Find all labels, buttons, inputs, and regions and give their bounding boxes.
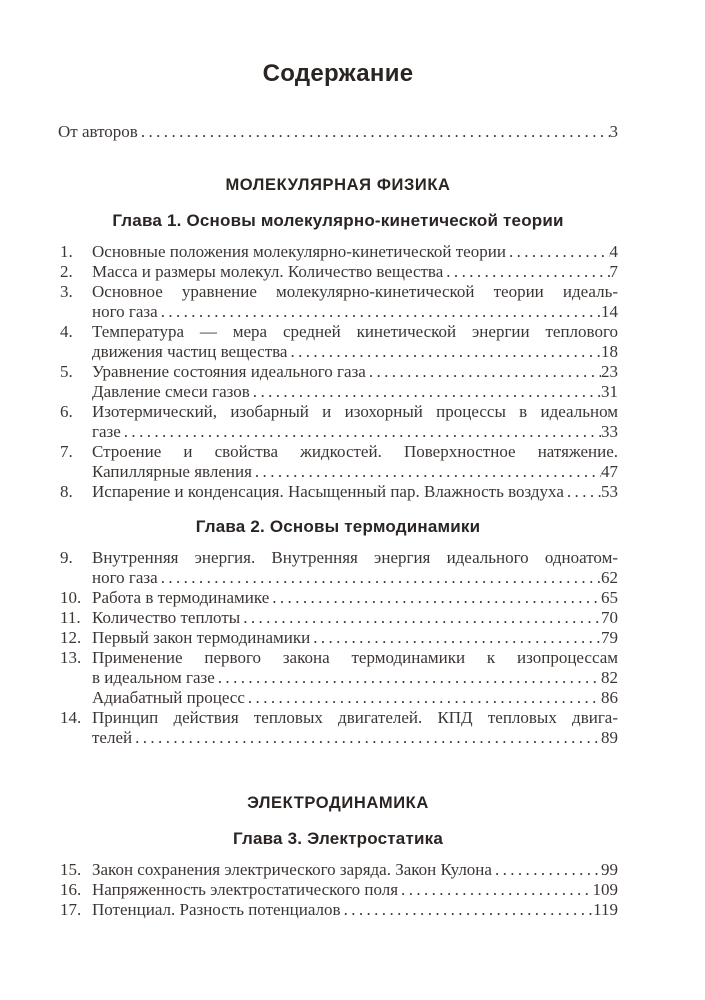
toc-content [58,0,618,920]
entry-lines [92,382,618,402]
entry-number: 7. [60,442,73,461]
entry-number: 2. [60,262,73,281]
entry-lines [92,860,618,880]
entry-last-line [92,668,618,688]
entry-lines [92,708,618,748]
entry-lines [92,548,618,588]
entry-text: Напряженность электростатического поля [92,880,399,899]
entry-lines [92,362,618,382]
entry-text: телей [92,728,133,747]
entry-text: Работа в термодинамике [92,588,270,607]
entry-number: 4. [60,322,73,341]
page-number: 47 [601,462,618,481]
entry-text: Испарение и конденсация. Насыщенный пар. Влажность воздуха [92,482,564,501]
chapter-heading: Глава 1. Основы молекулярно-кинетической теории [112,211,564,230]
toc-entry [58,122,618,142]
entry-last-line [92,728,618,748]
dot-leader [215,668,601,688]
entry-number: 3. [60,282,73,301]
entry-lines [92,322,618,362]
dot-leader [121,422,601,442]
dot-leader [240,608,601,628]
entry-last-line [92,628,618,648]
entry-last-line [58,122,618,142]
entry-text: Первый закон термодинамики [92,628,311,647]
dot-leader [564,482,601,502]
page-number: 65 [601,588,618,607]
entry-last-line [92,568,618,588]
page-number: 86 [601,688,618,707]
dot-leader [245,688,601,708]
dot-leader [398,880,592,900]
toc-part [58,792,618,920]
toc-entry [58,262,618,282]
entry-text: движения частиц вещества [92,342,288,361]
entry-last-line [92,462,618,482]
toc-entry [58,608,618,628]
entry-lines [92,402,618,442]
page-number: 4 [609,242,618,261]
dot-leader [492,860,601,880]
chapter-heading: Глава 2. Основы термодинамики [195,517,481,536]
entry-last-line [92,362,618,382]
entry-text: Уравнение состояния идеального газа [92,362,366,381]
toc-entry [58,860,618,880]
entry-number: 8. [60,482,73,501]
dot-leader [341,900,594,920]
toc-chapter [58,516,618,748]
toc-chapter [58,210,618,502]
entry-last-line [92,242,618,262]
toc-entry [58,482,618,502]
entry-lines [92,900,618,920]
page-number: 53 [601,482,618,501]
chapter-heading: Глава 3. Электростатика [232,829,443,848]
entry-lines [92,242,618,262]
entry-last-line [92,880,618,900]
toc-entry [58,382,618,402]
toc-entry [58,688,618,708]
entry-text: Капиллярные явления [92,462,252,481]
page-number: 119 [593,900,618,919]
toc-entry [58,648,618,688]
entry-number: 11. [60,608,81,627]
entry-number: 16. [60,880,82,899]
toc-entry [58,548,618,588]
entry-number: 1. [60,242,73,261]
page-number: 3 [609,122,618,141]
part-heading: ЭЛЕКТРОДИНАМИКА [247,794,429,812]
entry-text: ного газа [92,302,158,321]
entry-lines [92,688,618,708]
page-number: 89 [601,728,618,747]
entry-text-line: Применение первого закона термодинамики к изопроцессам [92,648,618,667]
entry-number: 17. [60,900,82,919]
dot-leader [443,262,609,282]
toc-entry [58,900,618,920]
part-chapters [58,210,618,748]
entry-last-line [92,342,618,362]
toc-entry [58,708,618,748]
entry-text: От авторов [58,122,138,141]
entry-last-line [92,382,618,402]
entry-lines [92,588,618,608]
entry-text: Закон сохранения электрического заряда. Закон Кулона [92,860,492,879]
entry-lines [58,122,618,142]
page-number: 7 [609,262,618,281]
dot-leader [287,342,601,362]
page-number: 79 [601,628,618,647]
entry-last-line [92,900,618,920]
entry-text-line: Изотермический, изобарный и изохорный процессы в идеальном [92,402,618,421]
entry-text: в идеальном газе [92,668,215,687]
entry-last-line [92,302,618,322]
dot-leader [132,728,601,748]
entry-last-line [92,422,618,442]
entry-number: 10. [60,588,82,607]
entry-last-line [92,262,618,282]
page-number: 109 [592,880,618,899]
dot-leader [158,302,601,322]
chapter-entries [58,860,618,920]
chapter-entries [58,242,618,502]
page-number: 99 [601,860,618,879]
page-number: 23 [601,362,618,381]
page-number: 82 [601,668,618,687]
toc-entry [58,588,618,608]
entry-text: Давление смеси газов [92,382,250,401]
toc-chapter [58,828,618,920]
entry-text: Потенциал. Разность потенциалов [92,900,341,919]
entry-text: газе [92,422,121,441]
dot-leader [269,588,601,608]
entry-lines [92,880,618,900]
dot-leader [138,122,610,142]
toc-entry [58,442,618,482]
part-heading: МОЛЕКУЛЯРНАЯ ФИЗИКА [225,176,451,194]
chapter-entries [58,548,618,748]
toc-entry [58,322,618,362]
toc-parts [58,174,618,920]
entry-text-line: Основное уравнение молекулярно-кинетической теории идеаль- [92,282,618,301]
entry-lines [92,282,618,322]
dot-leader [250,382,601,402]
entry-lines [92,442,618,482]
page-number: 62 [601,568,618,587]
entry-text: Основные положения молекулярно-кинетической теории [92,242,506,261]
dot-leader [252,462,601,482]
entry-last-line [92,608,618,628]
page-number: 14 [601,302,618,321]
page-number: 18 [601,342,618,361]
entry-text-line: Строение и свойства жидкостей. Поверхностное натяжение. [92,442,618,461]
toc-entry [58,628,618,648]
entry-lines [92,628,618,648]
entry-text: ного газа [92,568,158,587]
entry-lines [92,648,618,688]
toc-entry [58,242,618,262]
toc-entry [58,362,618,382]
entry-lines [92,608,618,628]
entry-number: 9. [60,548,73,567]
entry-lines [92,262,618,282]
entry-text-line: Принцип действия тепловых двигателей. КПД тепловых двига- [92,708,618,727]
page-title: Содержание [262,60,414,87]
toc-entry [58,402,618,442]
entry-number: 6. [60,402,73,421]
toc-part [58,174,618,748]
toc-entry [58,880,618,900]
page-number: 70 [601,608,618,627]
entry-number: 14. [60,708,82,727]
entry-number: 12. [60,628,82,647]
entry-number: 13. [60,648,82,667]
front-matter [58,122,618,142]
dot-leader [310,628,601,648]
entry-lines [92,482,618,502]
dot-leader [158,568,601,588]
dot-leader [366,362,601,382]
entry-text-line: Температура — мера средней кинетической энергии теплового [92,322,618,341]
part-chapters [58,828,618,920]
entry-last-line [92,860,618,880]
entry-number: 5. [60,362,73,381]
entry-text-line: Внутренняя энергия. Внутренняя энергия идеального одноатом- [92,548,618,567]
entry-last-line [92,588,618,608]
entry-last-line [92,482,618,502]
entry-text: Масса и размеры молекул. Количество вещества [92,262,444,281]
toc-entry [58,282,618,322]
entry-last-line [92,688,618,708]
entry-text: Адиабатный процесс [92,688,245,707]
entry-text: Количество теплоты [92,608,241,627]
entry-number: 15. [60,860,82,879]
page-number: 31 [601,382,618,401]
page-number: 33 [601,422,618,441]
dot-leader [506,242,610,262]
